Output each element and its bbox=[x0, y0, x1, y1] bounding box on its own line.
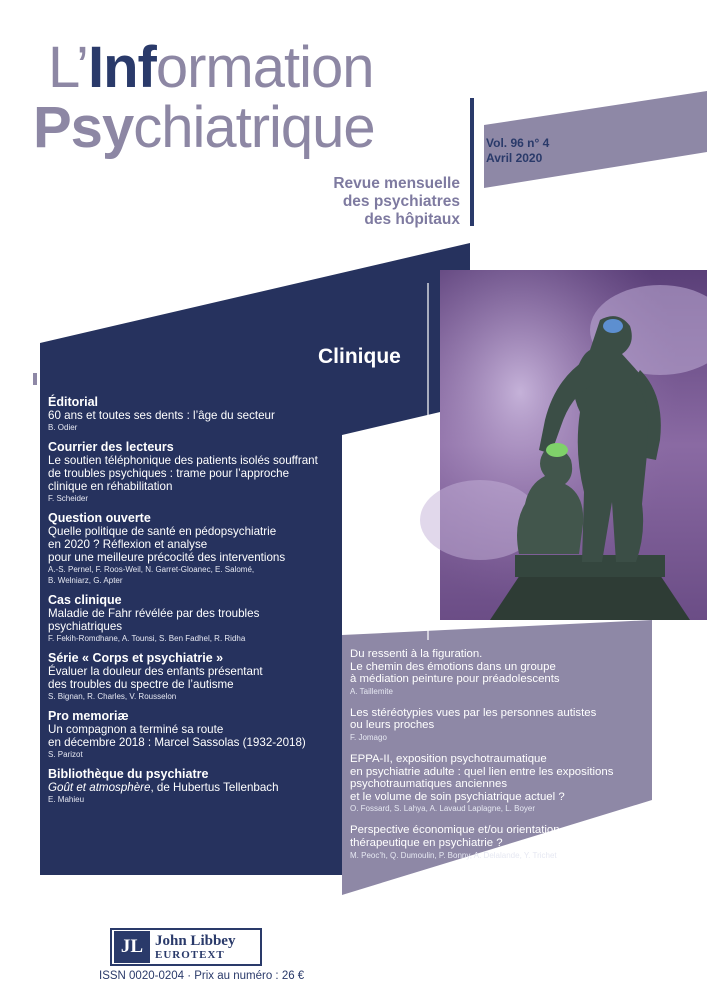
statue-photo bbox=[420, 270, 707, 620]
toc-entry: Question ouverte Quelle politique de santé en pédopsychiatrie en 2020 ? Réflexion et analyse pour une meilleure précocité des interventions A.-S. Pernel, F. Roos-Weil, N. Garret-Gloanec, E. Salomé, B. Welniarz, G. Apter bbox=[48, 511, 286, 585]
toc-entry: Courrier des lecteurs Le soutien téléphonique des patients isolés souffrant de troubles psychiques : trame pour l’approche clinique en réhabilitation F. Scheider bbox=[48, 440, 318, 503]
section-label: Clinique bbox=[318, 345, 401, 368]
journal-subtitle: Revue mensuelle des psychiatres des hôpitaux bbox=[333, 175, 460, 228]
issue-info bbox=[486, 136, 549, 166]
toc-entry: Pro memoriæ Un compagnon a terminé sa route en décembre 2018 : Marcel Sassolas (1932-2018) S. Parizot bbox=[48, 709, 306, 759]
issn-price: ISSN 0020-0204 · Prix au numéro : 26 € bbox=[99, 970, 305, 982]
toc-entry: Bibliothèque du psychiatre Goût et atmosphère, de Hubertus Tellenbach E. Mahieu bbox=[48, 767, 279, 804]
toc-entry: EPPA-II, exposition psychotraumatique en psychiatrie adulte : quel lien entre les expositions psychotraumatiques anciennes et le volume de soin psychiatrique actuel ? O. Fossard, S. Lahya, A. Lavaud Laplagne, L. Boyer bbox=[350, 752, 614, 814]
toc-entry: Perspective économique et/ou orientation thérapeutique en psychiatrie ? M. Peoc’h, Q. Dumoulin, P. Bonny, A. Delalande, Y. Trichet bbox=[350, 824, 560, 860]
journal-title-line2: Psychiatrique bbox=[33, 95, 375, 160]
toc-left bbox=[48, 395, 348, 805]
toc-entry: Les stéréotypies vues par les personnes autistes ou leurs proches F. Jomago bbox=[350, 706, 597, 742]
toc-entry: Série « Corps et psychiatrie » Évaluer la douleur des enfants présentant des troubles du spectre de l’autisme S. Bignan, R. Charles, V. Rousselon bbox=[48, 651, 263, 701]
toc-entry: Du ressenti à la figuration. Le chemin des émotions dans un groupe à médiation peinture pour préadolescents A. Taillemite bbox=[350, 648, 560, 696]
publisher-logo: JL John Libbey EUROTEXT bbox=[110, 928, 262, 966]
toc-entry: Cas clinique Maladie de Fahr révélée par des troubles psychiatriques F. Fekih-Romdhane, A. Tounsi, S. Ben Fadhel, R. Ridha bbox=[48, 593, 260, 643]
publisher-logo-mark: JL bbox=[114, 931, 150, 963]
toc-entry: Éditorial 60 ans et toutes ses dents : l’âge du secteur B. Odier bbox=[48, 395, 275, 432]
journal-title-line1: L’Information bbox=[48, 35, 374, 100]
issue-date: Avril 2020 bbox=[486, 151, 543, 165]
volume-number: Vol. 96 n° 4 bbox=[486, 136, 550, 150]
toc-right bbox=[350, 648, 650, 861]
title-divider bbox=[470, 98, 474, 226]
